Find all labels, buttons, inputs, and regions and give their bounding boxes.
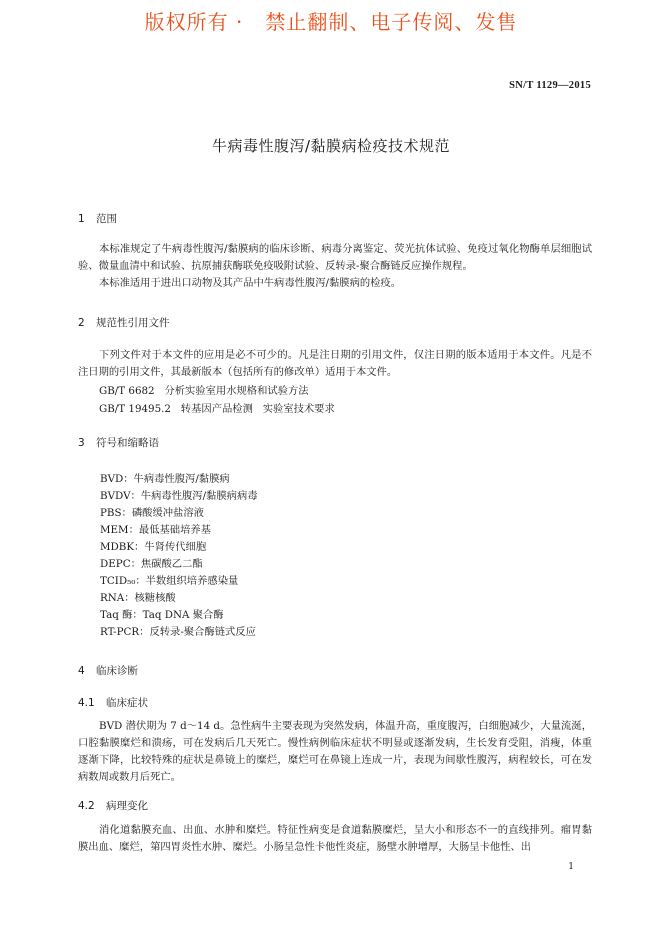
section-title: 范围 bbox=[96, 213, 117, 225]
abbreviation-item: MEM：最低基础培养基 bbox=[100, 524, 211, 536]
standard-number: SN/T 1129—2015 bbox=[509, 80, 591, 91]
section-4-heading bbox=[78, 663, 138, 678]
abbreviation-item: PBS：磷酸缓冲盐溶液 bbox=[100, 507, 204, 519]
section-number: 1 bbox=[78, 213, 85, 225]
abbreviation-item: BVDV：牛病毒性腹泻/黏膜病病毒 bbox=[100, 490, 258, 502]
section-2-heading bbox=[78, 315, 170, 330]
section-title: 临床症状 bbox=[106, 697, 148, 709]
document-title: 牛病毒性腹泻/黏膜病检疫技术规范 bbox=[211, 137, 451, 155]
section-title: 病理变化 bbox=[106, 800, 148, 812]
section-4-2-heading bbox=[78, 798, 148, 813]
section-1-paragraph-1: 本标准规定了牛病毒性腹泻/黏膜病的临床诊断、病毒分离鉴定、荧光抗体试验、免疫过氧化物酶单层细胞试验、微量血清中和试验、抗原捕获酶联免疫吸附试验、反转录-聚合酶链反应操作规程。 bbox=[78, 243, 592, 272]
page-number: 1 bbox=[568, 862, 574, 872]
section-number: 4.2 bbox=[78, 800, 95, 812]
section-title: 符号和缩略语 bbox=[96, 437, 159, 449]
abbreviation-item: DEPC：焦碳酸乙二酯 bbox=[100, 558, 203, 570]
section-1-paragraph-2: 本标准适用于进出口动物及其产品中牛病毒性腹泻/黏膜病的检疫。 bbox=[99, 277, 402, 289]
section-4-2-paragraph: 消化道黏膜充血、出血、水肿和糜烂。特征性病变是食道黏膜糜烂，呈大小和形态不一的直线排列。瘤胃黏膜出血、糜烂，第四胃炎性水肿、糜烂。小肠呈急性卡他性炎症，肠壁水肿增厚，大肠呈卡他性、出 bbox=[78, 824, 592, 853]
section-2-paragraph-1: 下列文件对于本文件的应用是必不可少的。凡是注日期的引用文件，仅注日期的版本适用于本文件。凡是不注日期的引用文件，其最新版本（包括所有的修改单）适用于本文件。 bbox=[78, 349, 592, 378]
section-number: 4.1 bbox=[78, 697, 95, 709]
abbreviation-item: Taq 酶：Taq DNA 聚合酶 bbox=[100, 609, 224, 621]
section-4-1-heading bbox=[78, 695, 148, 710]
section-3-heading bbox=[78, 435, 159, 450]
abbreviation-item: RT-PCR：反转录-聚合酶链式反应 bbox=[100, 626, 256, 638]
section-number: 3 bbox=[78, 437, 85, 449]
reference-gb-t-6682: GB/T 6682 分析实验室用水规格和试验方法 bbox=[99, 385, 309, 397]
reference-gb-t-19495-2: GB/T 19495.2 转基因产品检测 实验室技术要求 bbox=[99, 403, 335, 415]
section-title: 规范性引用文件 bbox=[96, 317, 170, 329]
section-number: 2 bbox=[78, 317, 85, 329]
abbreviation-item: BVD：牛病毒性腹泻/黏膜病 bbox=[100, 473, 230, 485]
section-1-heading bbox=[78, 211, 117, 226]
section-4-1-paragraph: BVD 潜伏期为 7 d～14 d。急性病牛主要表现为突然发病，体温升高，重度腹泻，白细胞减少，大量流涎，口腔黏膜糜烂和溃疡，可在发病后几天死亡。慢性病例临床症状不明显或逐渐发病，生长发育受阻，消瘦，体重逐渐下降，比较特殊的症状是鼻镜上的糜烂，糜烂可在鼻镜上连成一片，表现为间歇性腹泻，病程较长，可在发病数周或数月后死亡。 bbox=[78, 720, 592, 783]
abbreviation-item: MDBK：牛肾传代细胞 bbox=[100, 541, 207, 553]
copyright-banner: 版权所有 · 禁止翻制、电子传阅、发售 bbox=[144, 10, 518, 34]
abbreviation-item: RNA：核糖核酸 bbox=[100, 592, 176, 604]
section-number: 4 bbox=[78, 665, 85, 677]
abbreviation-item: TCID₅₀：半数组织培养感染量 bbox=[100, 575, 239, 587]
section-title: 临床诊断 bbox=[96, 665, 138, 677]
